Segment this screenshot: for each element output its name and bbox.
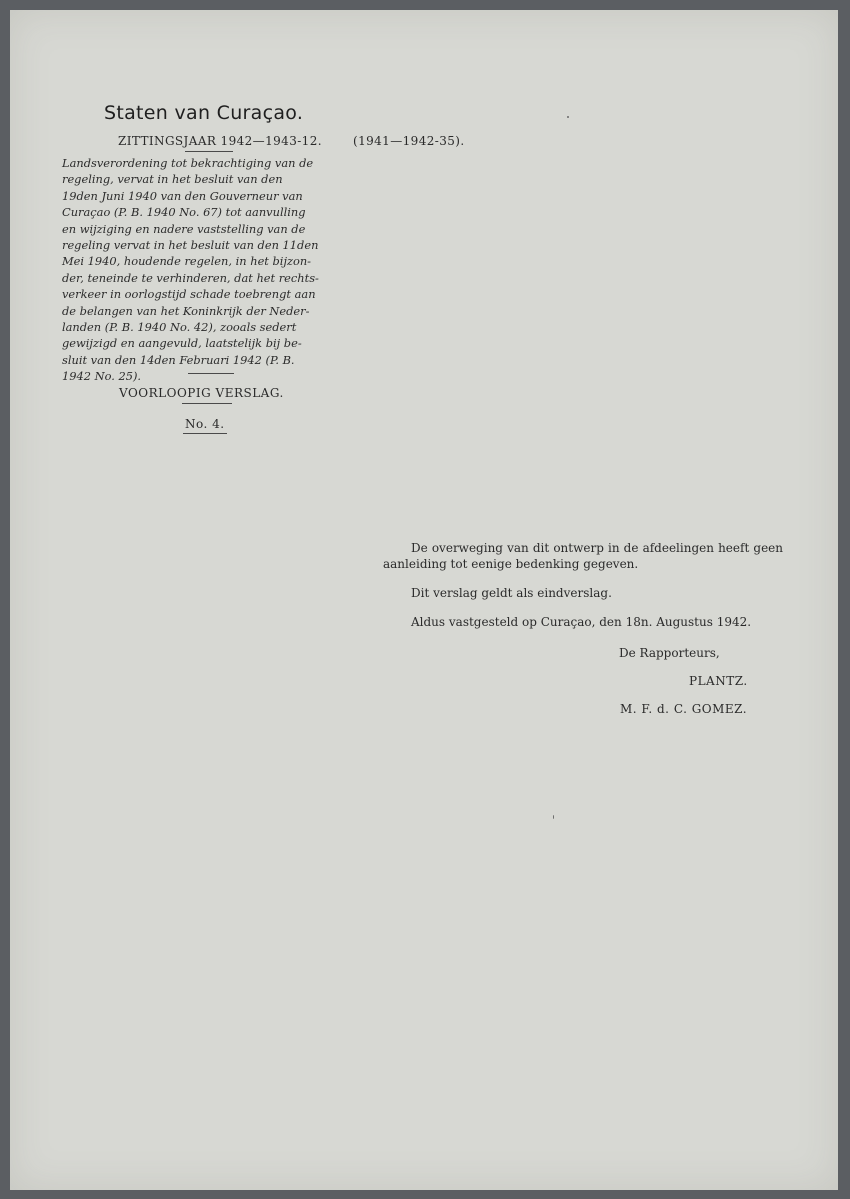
subject-line: regeling, vervat in het besluit van den: [62, 172, 283, 187]
subject-line: Mei 1940, houdende regelen, in het bijzon-: [62, 254, 312, 269]
subject-line: der, teneinde te verhinderen, dat het rechts-: [62, 270, 319, 285]
subject-description: [62, 155, 350, 385]
report-body: [383, 540, 783, 630]
reference-number: (1941—1942-35).: [353, 134, 465, 148]
subject-line: de belangen van het Koninkrijk der Neder-: [62, 303, 310, 318]
subject-line: Curaçao (P. B. 1940 No. 67) tot aanvulling: [62, 205, 306, 220]
subject-line: regeling vervat in het besluit van den 11den: [62, 238, 319, 253]
subject-line: landen (P. B. 1940 No. 42), zooals sedert: [62, 320, 297, 335]
report-number: No. 4.: [185, 417, 225, 431]
subject-line: gewijzigd en aangevuld, laatstelijk bij be-: [62, 336, 302, 351]
signature-name: PLANTZ.: [689, 674, 748, 688]
divider-rule: [188, 373, 234, 374]
subject-line: 19den Juni 1940 van den Gouverneur van: [62, 188, 303, 203]
divider-rule: [185, 151, 233, 152]
signature-name: M. F. d. C. GOMEZ.: [620, 702, 748, 716]
body-paragraph: Aldus vastgesteld op Curaçao, den 18n. Augustus 1942.: [411, 615, 752, 629]
paper-speck: [553, 815, 554, 819]
paper-speck: [567, 116, 569, 118]
subject-line: en wijziging en nadere vaststelling van de: [62, 221, 306, 236]
report-title: VOORLOOPIG VERSLAG.: [119, 386, 284, 400]
signatures-heading: De Rapporteurs,: [619, 646, 720, 660]
divider-rule: [183, 433, 227, 434]
session-year: ZITTINGSJAAR 1942—1943-12.: [118, 134, 322, 148]
subject-line: verkeer in oorlogstijd schade toebrengt aan: [62, 287, 316, 302]
subject-line: sluit van den 14den Februari 1942 (P. B.: [62, 352, 295, 367]
document-title: Staten van Curaçao.: [104, 102, 304, 124]
subject-line: Landsverordening tot bekrachtiging van de: [62, 156, 314, 170]
body-paragraph: De overweging van dit ontwerp in de afdeelingen heeft geen aanleiding tot eenige bedenking gegeven.: [383, 541, 783, 571]
divider-rule: [182, 403, 232, 404]
subject-line: 1942 No. 25).: [62, 369, 142, 384]
document-page: [10, 10, 838, 1190]
body-paragraph: Dit verslag geldt als eindverslag.: [411, 586, 612, 600]
